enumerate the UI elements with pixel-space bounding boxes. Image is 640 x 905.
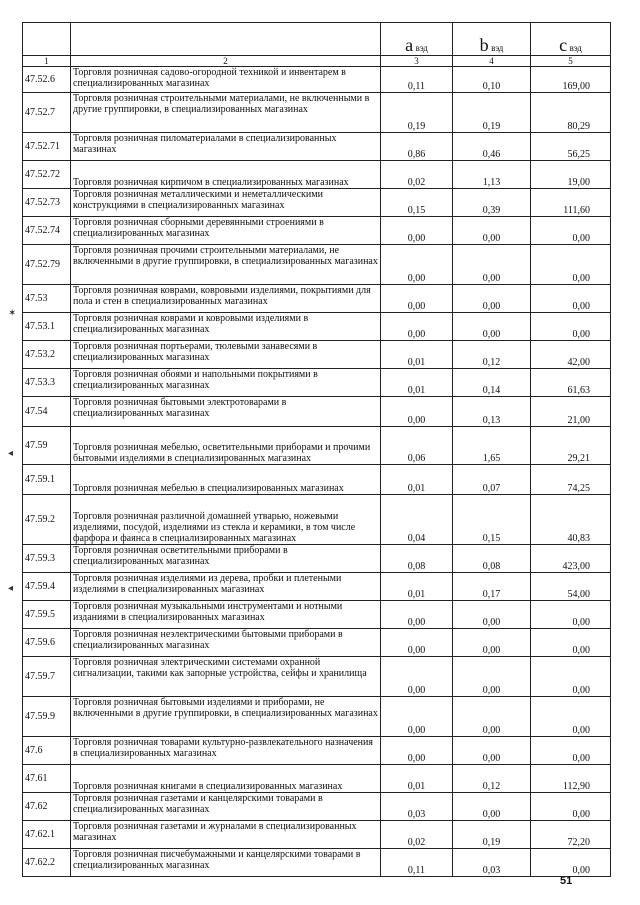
row-value-a: 0,19 xyxy=(381,93,453,133)
row-value-b: 0,08 xyxy=(453,545,531,573)
row-value-b: 0,14 xyxy=(453,369,531,397)
coefficients-table xyxy=(22,22,611,877)
margin-mark: ◂ xyxy=(8,583,14,594)
row-value-b: 0,19 xyxy=(453,93,531,133)
table-row xyxy=(23,601,611,629)
row-value-c: 0,00 xyxy=(531,849,611,877)
margin-mark: ◂ xyxy=(8,448,14,459)
row-value-c: 74,25 xyxy=(531,465,611,495)
row-code: 47.52.74 xyxy=(23,217,71,245)
row-value-a: 0,01 xyxy=(381,369,453,397)
table-row xyxy=(23,313,611,341)
row-name: Торговля розничная прочими строительными материалами, не включенными в другие группировки, в специализированных магазинах xyxy=(71,245,381,285)
row-value-c: 0,00 xyxy=(531,697,611,737)
row-value-c: 169,00 xyxy=(531,67,611,93)
row-value-c: 0,00 xyxy=(531,217,611,245)
row-code: 47.62.1 xyxy=(23,821,71,849)
row-code: 47.59.1 xyxy=(23,465,71,495)
col-number: 3 xyxy=(381,56,453,67)
table-row xyxy=(23,697,611,737)
row-value-b: 0,39 xyxy=(453,189,531,217)
row-name: Торговля розничная бытовыми изделиями и приборами, не включенными в другие группировки, в специализированных магазинах xyxy=(71,697,381,737)
row-value-c: 72,20 xyxy=(531,821,611,849)
table-row xyxy=(23,285,611,313)
row-value-b: 0,12 xyxy=(453,765,531,793)
row-value-c: 0,00 xyxy=(531,629,611,657)
row-value-c: 0,00 xyxy=(531,657,611,697)
row-value-b: 1,65 xyxy=(453,427,531,465)
row-code: 47.53.2 xyxy=(23,341,71,369)
table-row xyxy=(23,93,611,133)
table-row xyxy=(23,465,611,495)
row-name: Торговля розничная музыкальными инструментами и нотными изданиями в специализированных магазинах xyxy=(71,601,381,629)
row-value-a: 0,03 xyxy=(381,793,453,821)
row-value-c: 0,00 xyxy=(531,737,611,765)
table-row xyxy=(23,629,611,657)
row-value-c: 0,00 xyxy=(531,601,611,629)
row-name: Торговля розничная мебелью, осветительными приборами и прочими бытовыми изделиями в специализированных магазинах xyxy=(71,427,381,465)
row-name: Торговля розничная садово-огородной техникой и инвентарем в специализированных магазинах xyxy=(71,67,381,93)
table-row xyxy=(23,495,611,545)
table-row xyxy=(23,133,611,161)
row-name: Торговля розничная товарами культурно-развлекательного назначения в специализированных магазинах xyxy=(71,737,381,765)
table-row xyxy=(23,397,611,427)
row-name: Торговля розничная металлическими и неметаллическими конструкциями в специализированных магазинах xyxy=(71,189,381,217)
row-name: Торговля розничная различной домашней утварью, ножевыми изделиями, посудой, изделиями из стекла и керамики, в том числе фарфора и фаянса в специализированных магазинах xyxy=(71,495,381,545)
row-value-a: 0,02 xyxy=(381,161,453,189)
row-code: 47.52.6 xyxy=(23,67,71,93)
row-value-b: 0,19 xyxy=(453,821,531,849)
table-row xyxy=(23,67,611,93)
col-number: 2 xyxy=(71,56,381,67)
row-value-b: 0,00 xyxy=(453,793,531,821)
row-value-c: 0,00 xyxy=(531,285,611,313)
row-code: 47.59.2 xyxy=(23,495,71,545)
table-row xyxy=(23,657,611,697)
row-value-a: 0,00 xyxy=(381,313,453,341)
row-name: Торговля розничная электрическими системами охранной сигнализации, такими как запорные устройства, сейфы и хранилища xyxy=(71,657,381,697)
row-value-b: 1,13 xyxy=(453,161,531,189)
row-value-a: 0,00 xyxy=(381,397,453,427)
table-row xyxy=(23,573,611,601)
row-value-b: 0,15 xyxy=(453,495,531,545)
row-value-a: 0,00 xyxy=(381,629,453,657)
row-code: 47.59.9 xyxy=(23,697,71,737)
row-value-a: 0,02 xyxy=(381,821,453,849)
row-code: 47.52.79 xyxy=(23,245,71,285)
row-name: Торговля розничная изделиями из дерева, пробки и плетеными изделиями в специализированных магазинах xyxy=(71,573,381,601)
row-code: 47.54 xyxy=(23,397,71,427)
table-row xyxy=(23,849,611,877)
header-b: b вэд xyxy=(453,23,531,56)
row-code: 47.59.5 xyxy=(23,601,71,629)
row-value-a: 0,00 xyxy=(381,285,453,313)
row-value-c: 423,00 xyxy=(531,545,611,573)
row-value-b: 0,00 xyxy=(453,285,531,313)
row-code: 47.59.4 xyxy=(23,573,71,601)
row-name: Торговля розничная коврами и ковровыми изделиями в специализированных магазинах xyxy=(71,313,381,341)
table-row xyxy=(23,427,611,465)
row-code: 47.59.7 xyxy=(23,657,71,697)
header-name xyxy=(71,23,381,56)
row-name: Торговля розничная портьерами, тюлевыми занавесями в специализированных магазинах xyxy=(71,341,381,369)
row-code: 47.59.3 xyxy=(23,545,71,573)
page-number: 51 xyxy=(560,875,573,887)
row-value-a: 0,11 xyxy=(381,67,453,93)
table-row xyxy=(23,341,611,369)
col-number: 1 xyxy=(23,56,71,67)
row-value-a: 0,01 xyxy=(381,465,453,495)
row-code: 47.52.71 xyxy=(23,133,71,161)
row-value-b: 0,03 xyxy=(453,849,531,877)
row-value-b: 0,12 xyxy=(453,341,531,369)
row-name: Торговля розничная газетами и канцелярскими товарами в специализированных магазинах xyxy=(71,793,381,821)
row-value-a: 0,04 xyxy=(381,495,453,545)
row-value-a: 0,01 xyxy=(381,341,453,369)
row-value-a: 0,00 xyxy=(381,737,453,765)
header-c: c вэд xyxy=(531,23,611,56)
row-name: Торговля розничная писчебумажными и канцелярскими товарами в специализированных магазинах xyxy=(71,849,381,877)
row-value-c: 0,00 xyxy=(531,245,611,285)
col-number: 4 xyxy=(453,56,531,67)
row-code: 47.59 xyxy=(23,427,71,465)
row-value-b: 0,00 xyxy=(453,245,531,285)
header-row xyxy=(23,23,611,56)
row-value-a: 0,00 xyxy=(381,697,453,737)
row-value-a: 0,00 xyxy=(381,657,453,697)
row-value-a: 0,00 xyxy=(381,217,453,245)
col-number: 5 xyxy=(531,56,611,67)
row-value-b: 0,13 xyxy=(453,397,531,427)
table-row xyxy=(23,189,611,217)
row-code: 47.52.73 xyxy=(23,189,71,217)
table-body xyxy=(23,67,611,877)
row-value-c: 21,00 xyxy=(531,397,611,427)
column-number-row xyxy=(23,56,611,67)
row-value-c: 0,00 xyxy=(531,793,611,821)
header-code xyxy=(23,23,71,56)
row-name: Торговля розничная кирпичом в специализированных магазинах xyxy=(71,161,381,189)
row-value-c: 19,00 xyxy=(531,161,611,189)
margin-mark: ✶ xyxy=(8,308,17,319)
table-row xyxy=(23,545,611,573)
row-value-a: 0,00 xyxy=(381,245,453,285)
row-value-b: 0,00 xyxy=(453,737,531,765)
row-code: 47.62.2 xyxy=(23,849,71,877)
row-value-a: 0,08 xyxy=(381,545,453,573)
row-value-b: 0,00 xyxy=(453,657,531,697)
table-row xyxy=(23,161,611,189)
row-value-c: 0,00 xyxy=(531,313,611,341)
table-row xyxy=(23,765,611,793)
row-value-c: 112,90 xyxy=(531,765,611,793)
row-name: Торговля розничная строительными материалами, не включенными в другие группировки, в специализированных магазинах xyxy=(71,93,381,133)
row-code: 47.52.72 xyxy=(23,161,71,189)
row-value-b: 0,10 xyxy=(453,67,531,93)
row-value-b: 0,00 xyxy=(453,601,531,629)
row-value-a: 0,86 xyxy=(381,133,453,161)
row-name: Торговля розничная коврами, ковровыми изделиями, покрытиями для пола и стен в специализированных магазинах xyxy=(71,285,381,313)
row-value-a: 0,01 xyxy=(381,765,453,793)
row-value-c: 111,60 xyxy=(531,189,611,217)
row-value-b: 0,46 xyxy=(453,133,531,161)
row-value-a: 0,01 xyxy=(381,573,453,601)
row-value-c: 42,00 xyxy=(531,341,611,369)
row-value-b: 0,17 xyxy=(453,573,531,601)
row-code: 47.53.3 xyxy=(23,369,71,397)
row-name: Торговля розничная пиломатериалами в специализированных магазинах xyxy=(71,133,381,161)
table-row xyxy=(23,737,611,765)
row-code: 47.6 xyxy=(23,737,71,765)
table-row xyxy=(23,245,611,285)
row-value-c: 80,29 xyxy=(531,93,611,133)
row-code: 47.53.1 xyxy=(23,313,71,341)
row-value-b: 0,00 xyxy=(453,629,531,657)
row-value-b: 0,00 xyxy=(453,313,531,341)
row-value-c: 56,25 xyxy=(531,133,611,161)
row-code: 47.53 xyxy=(23,285,71,313)
row-code: 47.59.6 xyxy=(23,629,71,657)
table-row xyxy=(23,793,611,821)
row-value-a: 0,06 xyxy=(381,427,453,465)
table-row xyxy=(23,217,611,245)
row-value-b: 0,00 xyxy=(453,697,531,737)
row-name: Торговля розничная сборными деревянными строениями в специализированных магазинах xyxy=(71,217,381,245)
row-value-a: 0,00 xyxy=(381,601,453,629)
row-name: Торговля розничная книгами в специализированных магазинах xyxy=(71,765,381,793)
table-row xyxy=(23,821,611,849)
row-code: 47.61 xyxy=(23,765,71,793)
row-value-c: 61,63 xyxy=(531,369,611,397)
row-value-a: 0,15 xyxy=(381,189,453,217)
row-value-c: 40,83 xyxy=(531,495,611,545)
row-name: Торговля розничная осветительными приборами в специализированных магазинах xyxy=(71,545,381,573)
row-value-b: 0,07 xyxy=(453,465,531,495)
row-value-a: 0,11 xyxy=(381,849,453,877)
row-value-c: 29,21 xyxy=(531,427,611,465)
header-a: a вэд xyxy=(381,23,453,56)
row-code: 47.62 xyxy=(23,793,71,821)
table-row xyxy=(23,369,611,397)
row-value-c: 54,00 xyxy=(531,573,611,601)
row-value-b: 0,00 xyxy=(453,217,531,245)
row-code: 47.52.7 xyxy=(23,93,71,133)
row-name: Торговля розничная мебелью в специализированных магазинах xyxy=(71,465,381,495)
row-name: Торговля розничная обоями и напольными покрытиями в специализированных магазинах xyxy=(71,369,381,397)
row-name: Торговля розничная бытовыми электротоварами в специализированных магазинах xyxy=(71,397,381,427)
row-name: Торговля розничная газетами и журналами в специализированных магазинах xyxy=(71,821,381,849)
row-name: Торговля розничная неэлектрическими бытовыми приборами в специализированных магазинах xyxy=(71,629,381,657)
